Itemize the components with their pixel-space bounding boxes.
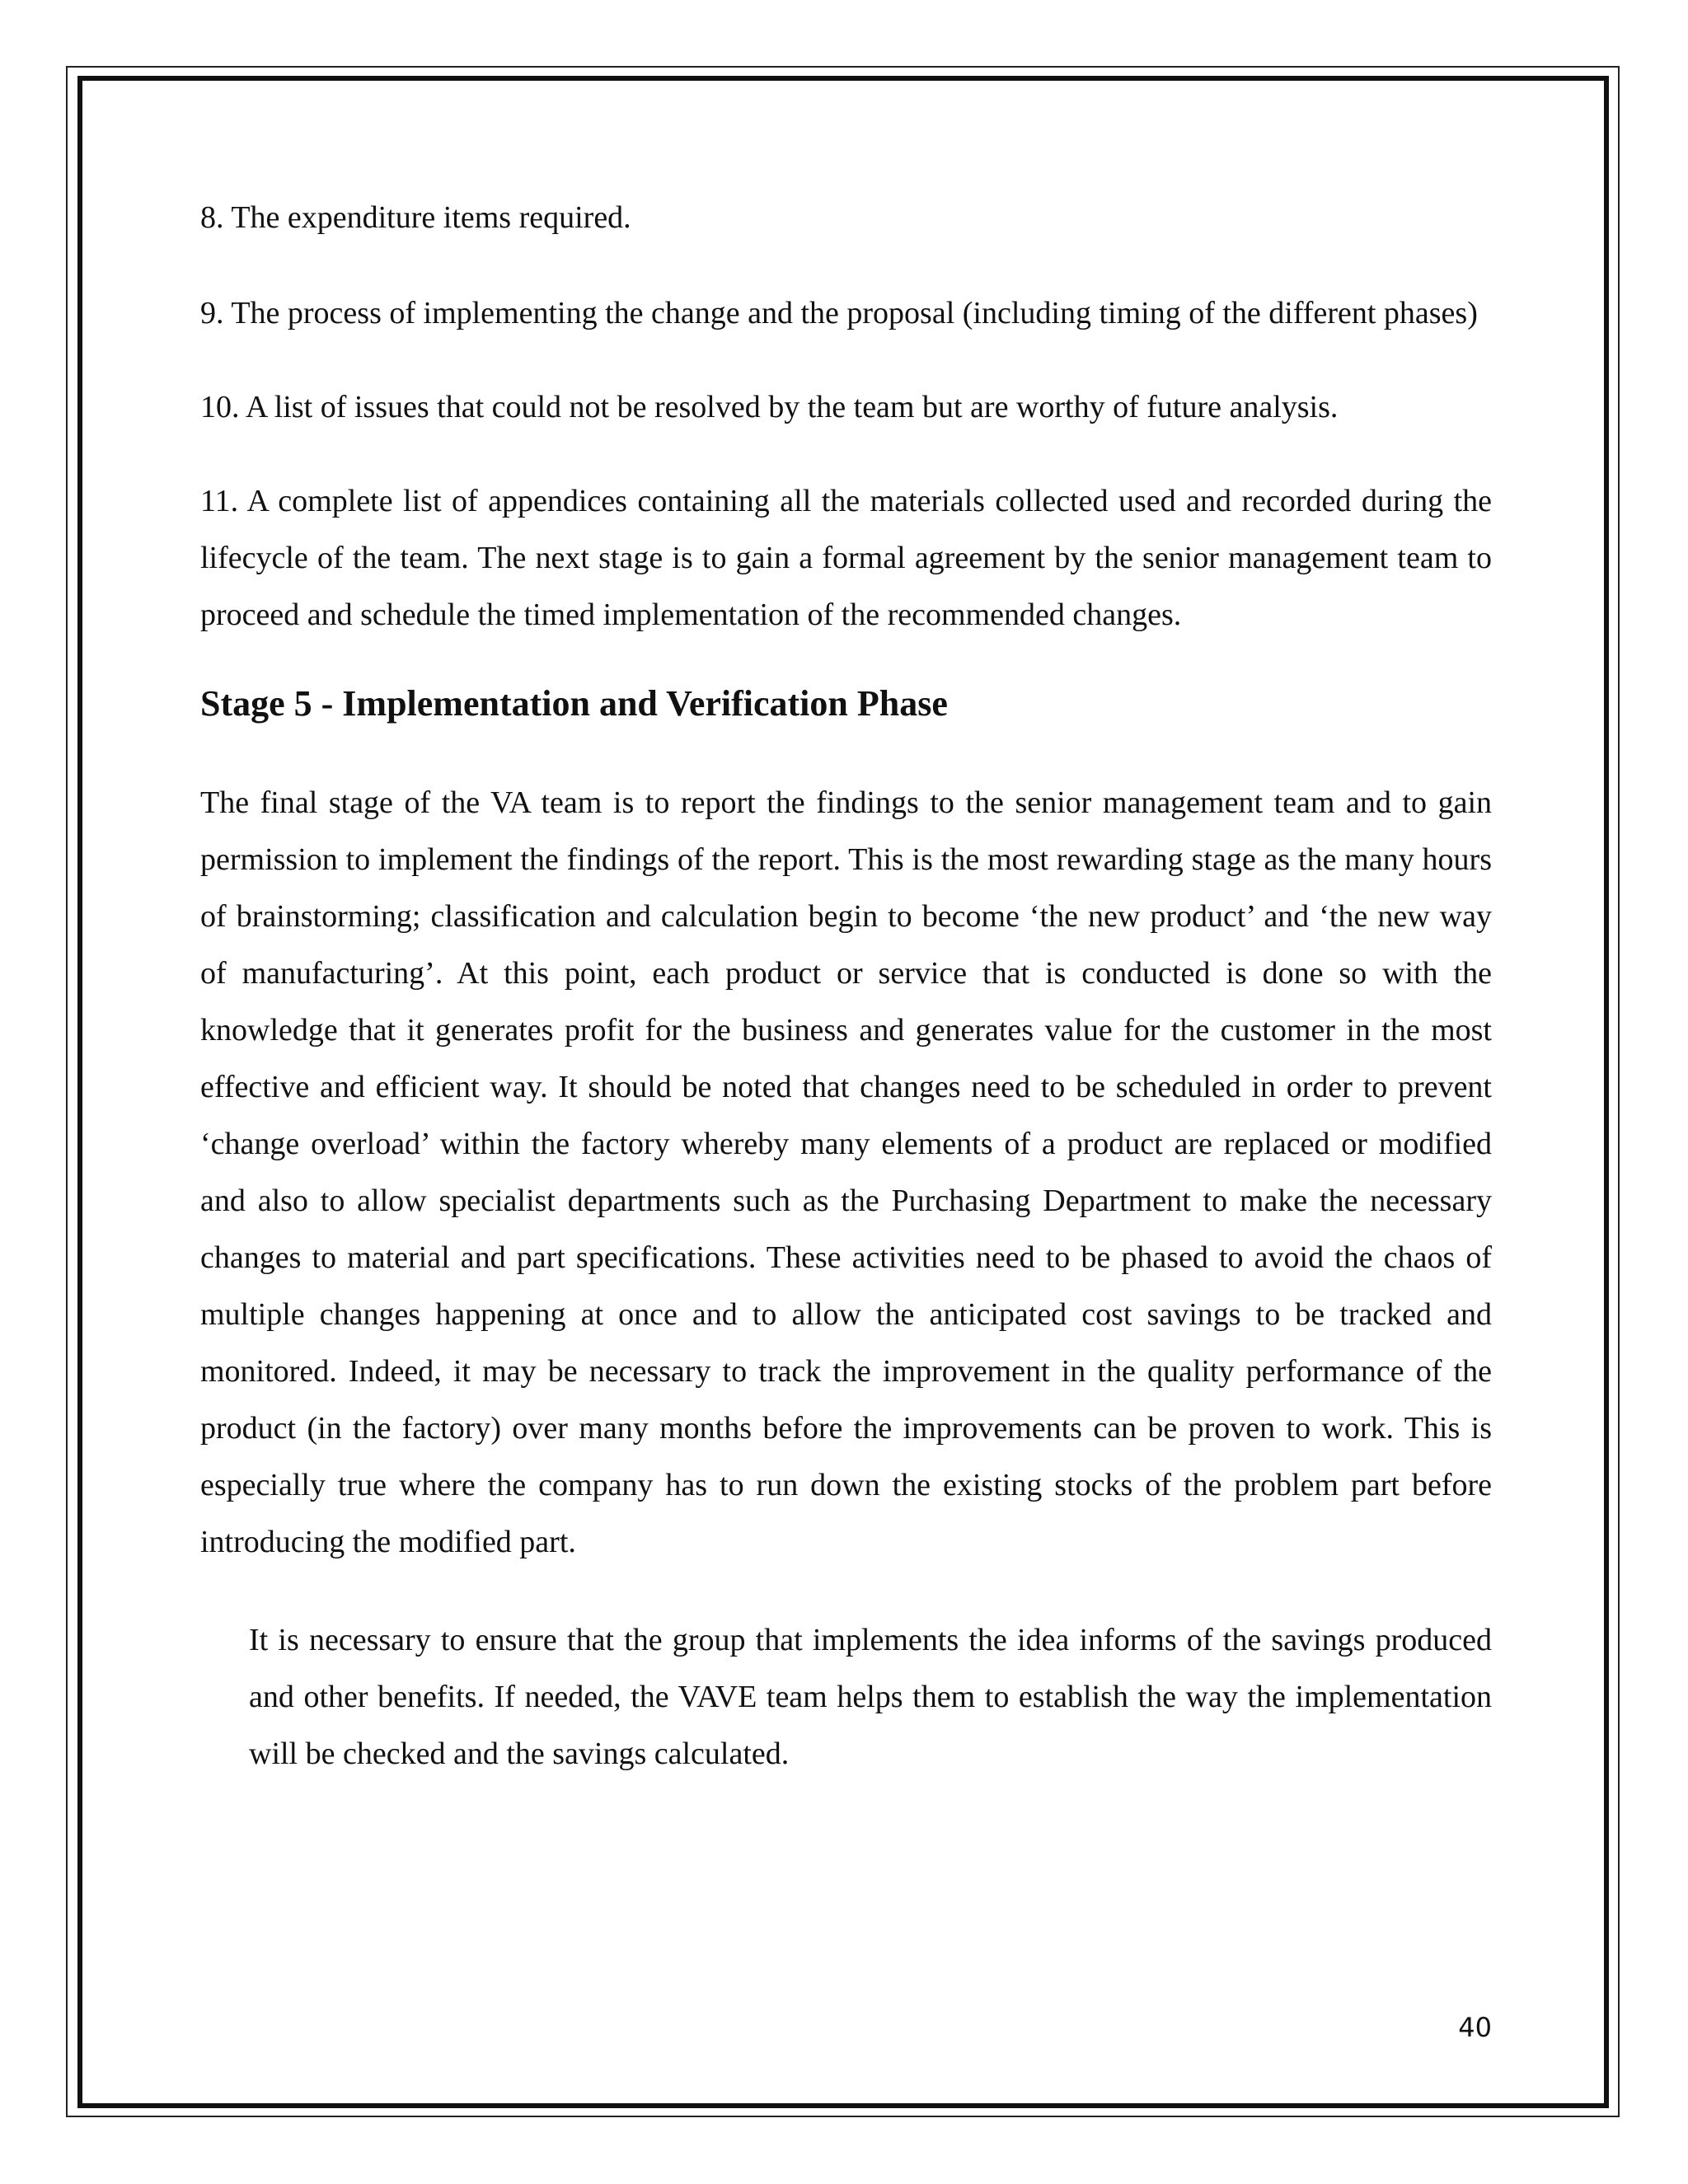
list-item-11: 11. A complete list of appendices containing all the materials collected used and recorded during the lifecycle of the team. The next stage is to gain a formal agreement by the senior management team to proceed and schedule the timed implementation of the recommended changes. bbox=[200, 484, 1492, 632]
page-content bbox=[200, 190, 1492, 1783]
list-item-9: 9. The process of implementing the change and the proposal (including timing of the different phases) bbox=[200, 296, 1478, 330]
body-paragraph: The final stage of the VA team is to report the findings to the senior management team and to gain permission to implement the findings of the report. This is the most rewarding stage as the many hours of brainstorming; classification and calculation begin to become ‘the new product’ and ‘the new way of manufacturing’. At this point, each product or service that is conducted is done so with the knowledge that it generates profit for the business and generates value for the customer in the most effective and efficient way. It should be noted that changes need to be scheduled in order to prevent ‘change overload’ within the factory whereby many elements of a product are replaced or modified and also to allow specialist departments such as the Purchasing Department to make the necessary changes to material and part specifications. These activities need to be phased to avoid the chaos of multiple changes happening at once and to allow the anticipated cost savings to be tracked and monitored. Indeed, it may be necessary to track the improvement in the quality performance of the product (in the factory) over many months before the improvements can be proven to work. This is especially true where the company has to run down the existing stocks of the problem part before introducing the modified part. bbox=[200, 785, 1492, 1559]
indented-paragraph: It is necessary to ensure that the group that implements the idea informs of the savings produced and other benefits. If needed, the VAVE team helps them to establish the way the implementation will be checked and the savings calculated. bbox=[249, 1623, 1492, 1771]
section-heading: Stage 5 - Implementation and Verification Phase bbox=[200, 683, 948, 724]
list-item-8: 8. The expenditure items required. bbox=[200, 200, 631, 235]
page-number: 40 bbox=[1458, 2012, 1492, 2043]
list-item-10: 10. A list of issues that could not be resolved by the team but are worthy of future analysis. bbox=[200, 390, 1339, 424]
